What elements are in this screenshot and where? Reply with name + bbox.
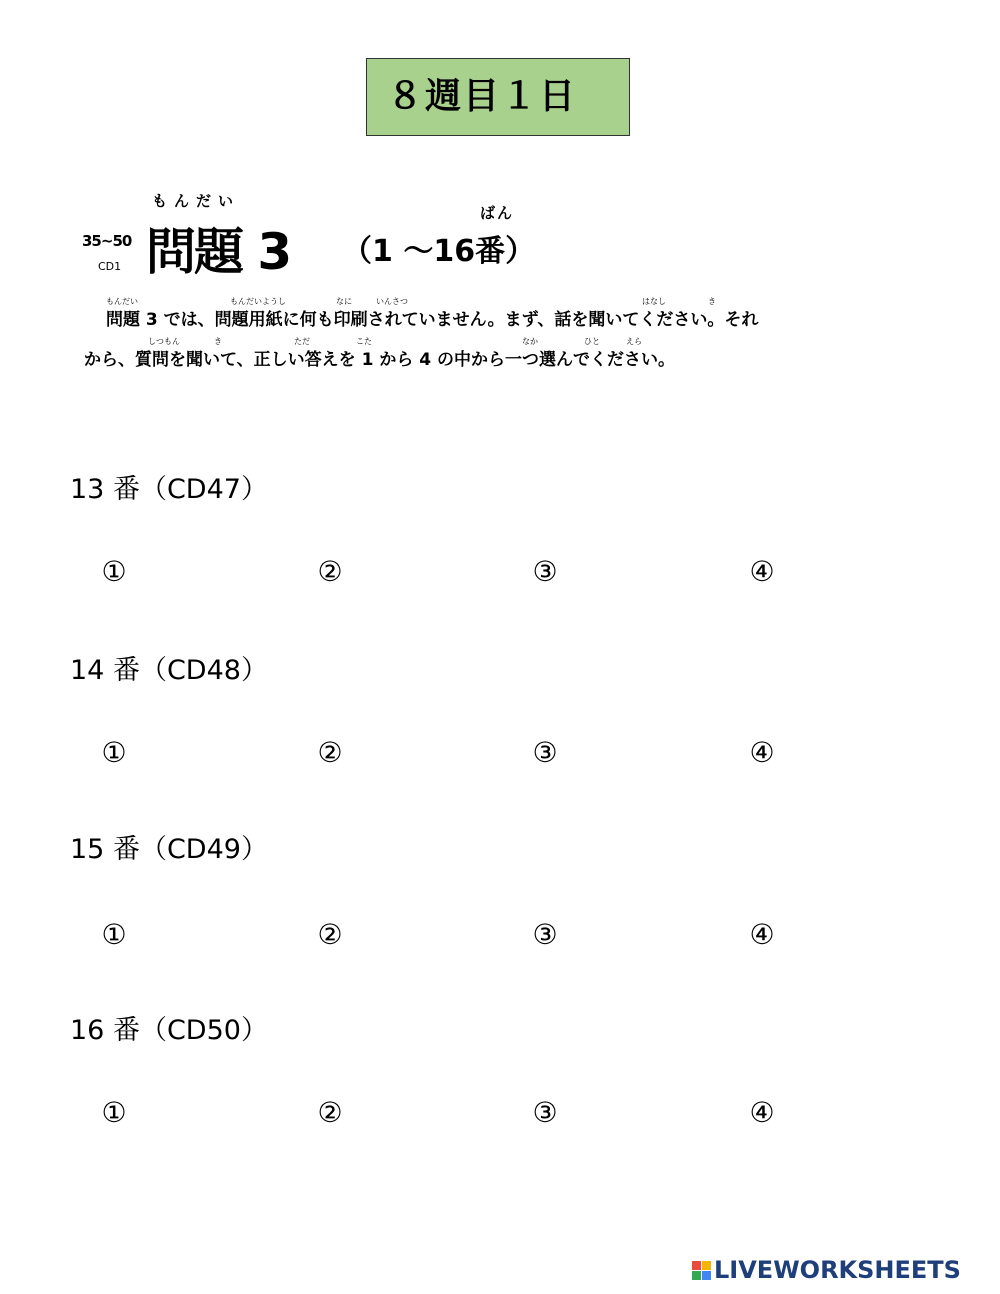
furigana: ただ [294, 337, 310, 346]
answer-options [0, 555, 1000, 595]
furigana: はなし [642, 297, 666, 306]
furigana: もんだいようし [230, 297, 286, 306]
answer-options [0, 736, 1000, 776]
instruction-line-1: 問題 3 では、問題用紙に何も印刷されていません。まず、話を聞いてください。それ [106, 310, 759, 330]
cd-label: CD1 [98, 260, 122, 273]
option-3[interactable]: ③ [532, 555, 558, 588]
track-range: 35~50 [82, 232, 132, 250]
option-1[interactable]: ① [101, 918, 127, 951]
option-2[interactable]: ② [317, 555, 343, 588]
instructions [84, 300, 914, 380]
brand-name: LIVEWORKSHEETS [714, 1256, 961, 1284]
option-3[interactable]: ③ [532, 918, 558, 951]
option-1[interactable]: ① [101, 736, 127, 769]
furigana: ひと [584, 337, 600, 346]
question-label: 15 番（CD49） [70, 834, 268, 865]
furigana: しつもん [148, 337, 180, 346]
option-2[interactable]: ② [317, 736, 343, 769]
mondai-heading: 問題 3 [146, 223, 291, 281]
option-1[interactable]: ① [101, 1096, 127, 1129]
question-label: 14 番（CD48） [70, 655, 268, 686]
option-4[interactable]: ④ [749, 736, 775, 769]
option-4[interactable]: ④ [749, 1096, 775, 1129]
section-header [82, 190, 682, 280]
furigana: き [708, 297, 716, 306]
option-3[interactable]: ③ [532, 1096, 558, 1129]
option-4[interactable]: ④ [749, 918, 775, 951]
option-2[interactable]: ② [317, 918, 343, 951]
option-4[interactable]: ④ [749, 555, 775, 588]
furigana: なに [336, 297, 352, 306]
furigana: なか [522, 337, 538, 346]
answer-options [0, 1096, 1000, 1136]
mondai-ruby: もんだい [152, 192, 241, 210]
ban-ruby: ばん [480, 204, 515, 222]
page-title: ８週目１日 [366, 58, 630, 136]
furigana: えら [626, 337, 642, 346]
question-range: （1 ～16番） [342, 234, 536, 269]
option-3[interactable]: ③ [532, 736, 558, 769]
liveworksheets-logo-icon [692, 1261, 711, 1280]
answer-options [0, 918, 1000, 958]
furigana: こた [356, 337, 372, 346]
question-label: 16 番（CD50） [70, 1015, 268, 1046]
option-1[interactable]: ① [101, 555, 127, 588]
instruction-line-2: から、質問を聞いて、正しい答えを 1 から 4 の中から一つ選んでください。 [84, 350, 675, 370]
furigana: き [214, 337, 222, 346]
furigana: もんだい [106, 297, 138, 306]
liveworksheets-logo [692, 1255, 961, 1285]
question-label: 13 番（CD47） [70, 474, 268, 505]
option-2[interactable]: ② [317, 1096, 343, 1129]
furigana: いんさつ [376, 297, 408, 306]
